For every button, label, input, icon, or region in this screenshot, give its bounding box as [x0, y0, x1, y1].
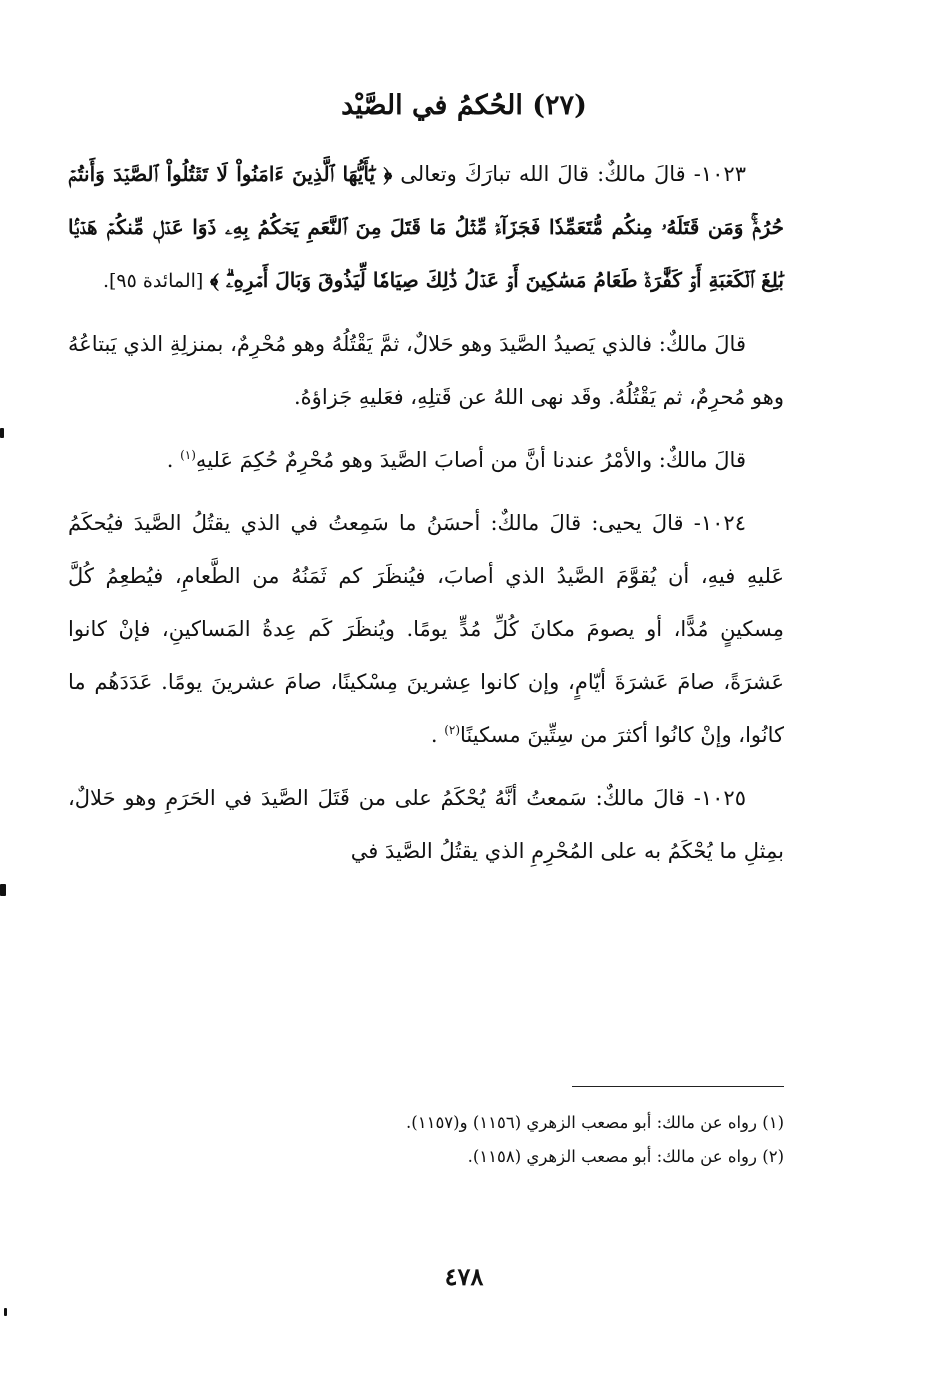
footnote-2: (٢) رواه عن مالك: أبو مصعب الزهري (١١٥٨). — [467, 1147, 784, 1166]
paragraph-1023 — [68, 148, 784, 308]
quran-verse: ﴿ يَٰٓأَيُّهَا ٱلَّذِينَ ءَامَنُواْ لَا تَقۡتُلُواْ ٱلصَّيۡدَ وَأَنتُمۡ حُرُمٞۚ وَمَن قَتَلَهُۥ مِنكُم مُّتَعَمِّدٗا فَجَزَآءٞ مِّثۡلُ مَا قَتَلَ مِنَ ٱلنَّعَمِ يَحۡكُمُ بِهِۦ ذَوَا عَدۡلٖ مِّنكُمۡ هَدۡيَۢا بَٰلِغَ ٱلۡكَعۡبَةِ أَوۡ كَفَّٰرَةٞ طَعَامُ مَسَٰكِينَ أَوۡ عَدۡلُ ذَٰلِكَ صِيَامٗا لِّيَذُوقَ وَبَالَ أَمۡرِهِۦۗ ﴾ — [68, 162, 784, 292]
chapter-title: (٢٧) الحُكمُ في الصَّيْد — [341, 90, 587, 121]
paragraph-malik-1: قالَ مالكٌ: فالذي يَصيدُ الصَّيدَ وهو حَلالٌ، ثمَّ يَقْتُلُهُ وهو مُحْرِمٌ، بمنزلِةِ الذي يَبتاعُهُ وهو مُحرِمٌ، ثم يَقْتُلُهُ. وقَد نهى اللهُ عن قَتلِهِ، فعَليهِ جَزاؤهُ. — [68, 332, 784, 409]
scan-mark — [0, 428, 4, 438]
paragraph-1024-text: ١٠٢٤- قالَ يحيى: قالَ مالكٌ: أحسَنُ ما سَمِعتُ في الذي يقتُلُ الصَّيدَ فيُحكَمُ عَليهِ فيهِ، أن يُقوَّمَ الصَّيدُ الذي أصابَ، فيُنظَرَ كم ثَمَنُهُ من الطَّعامِ، فيُطعِمُ كُلَّ مِسكينٍ مُدًّا، أو يصومَ مكانَ كُلِّ مُدٍّ يومًا. ويُنظَرَ كَم عِدةُ المَساكينِ، فإنْ كانوا عَشرَةً، صامَ عَشرَةَ أيّامٍ، وإن كانوا عِشرينَ مِسْكينًا، صامَ عشرينَ يومًا. عَدَدَهُم ما كانُوا، وإنْ كانُوا أكثرَ من سِتِّينَ مسكينًا — [68, 511, 784, 747]
scan-mark — [4, 1308, 7, 1316]
paragraph-1024 — [68, 497, 784, 762]
verse-reference: [المائدة ٩٥]. — [102, 270, 204, 292]
footnote-marker-1: (١) — [180, 448, 196, 462]
page-number: ٤٧٨ — [444, 1262, 484, 1291]
footnote-marker-2: (٢) — [444, 723, 461, 737]
footnote-1: (١) رواه عن مالك: أبو مصعب الزهري (١١٥٦) و(١١٥٧). — [406, 1113, 784, 1132]
paragraph-malik-2 — [68, 434, 784, 487]
footnotes — [68, 1106, 784, 1174]
paragraph-1023-intro: ١٠٢٣- قالَ مالكٌ: قالَ الله تبارَكَ وتعالى — [400, 162, 746, 186]
main-text — [68, 148, 784, 888]
scan-mark — [0, 884, 6, 896]
paragraph-malik-2-end: . — [166, 448, 181, 472]
paragraph-malik-2-text: قالَ مالكٌ: والأمْرُ عندنا أنَّ من أصابَ الصَّيدَ وهو مُحْرِمٌ حُكِمَ عَليهِ — [195, 448, 746, 472]
paragraph-1024-end: . — [430, 723, 445, 747]
paragraph-1025: ١٠٢٥- قالَ مالكٌ: سَمعتُ أنَّهُ يُحْكَمُ على من قَتَلَ الصَّيدَ في الحَرَمِ وهو حَلالٌ، بمِثلِ ما يُحْكَمُ به على المُحْرِمِ الذي يقتُلُ الصَّيدَ في — [68, 786, 784, 863]
footnote-separator — [572, 1086, 784, 1087]
